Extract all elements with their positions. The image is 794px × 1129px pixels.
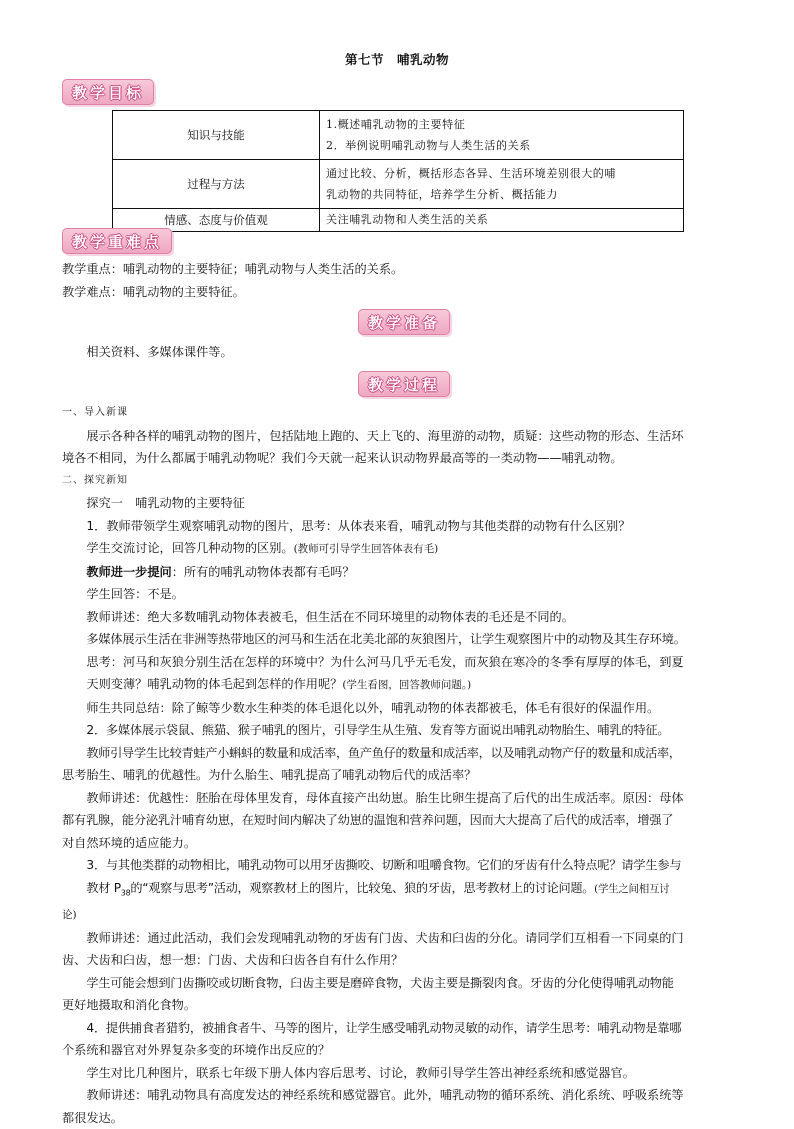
goal-line: 乳动物的共同特征，培养学生分析、概括能力 — [326, 188, 558, 201]
text-line: 3．与其他类群的动物相比，哺乳动物可以用牙齿撕咬、切断和咀嚼食物。它们的牙齿有什么特点呢？请学生参与 — [86, 858, 682, 872]
teacher-note: (学生之间相互讨 — [594, 882, 670, 895]
banner-teaching-process — [358, 371, 450, 397]
section-heading-explore: 二、探究新知 — [62, 474, 128, 486]
goal-line: 2．举例说明哺乳动物与人类生活的关系 — [326, 139, 531, 152]
page-subscript: 38 — [120, 887, 131, 897]
keypoints-section — [62, 258, 742, 303]
banner-label: 教学目标 — [72, 83, 145, 102]
text-line: 教师讲述：通过此活动，我们会发现哺乳动物的牙齿有门齿、犬齿和臼齿的分化。请同学们互相看一下同桌的门 — [86, 930, 684, 945]
text-line: 都有乳腺，能分泌乳汁哺育幼崽，在短时间内解决了幼崽的温饱和营养问题，因而大大提高了后代的成活率，增强了 — [62, 813, 674, 827]
table-cell-value — [320, 160, 684, 209]
table-cell-key: 情感、态度与价值观 — [113, 209, 320, 232]
text-line: 4．提供捕食者猎豹，被捕食者牛、马等的图片，让学生感受哺乳动物灵敏的动作，请学生思考：哺乳动物是靠哪 — [86, 1020, 682, 1035]
text-line: 境各不相同，为什么都属于哺乳动物呢？我们今天就一起来认识动物界最高等的一类动物——哺乳动物。 — [62, 451, 623, 465]
text-line: 学生对比几种图片，联系七年级下册人体内容后思考、讨论，教师引导学生答出神经系统和感觉器官。 — [86, 1065, 635, 1080]
text-line: 展示各种各样的哺乳动物的图片，包括陆地上跑的、天上飞的、海里游的动物，质疑：这些动物的形态、生活环 — [86, 428, 684, 443]
text-line — [62, 537, 742, 561]
table-cell-value — [320, 111, 684, 160]
text-line: 齿、犬齿和臼齿，想一想：门齿、犬齿和臼齿各自有什么作用？ — [62, 953, 404, 968]
table-cell-key: 过程与方法 — [113, 160, 320, 209]
text-line: 思考：河马和灰狼分别生活在怎样的环境中？为什么河马几乎无毛发，而灰狼在寒冷的冬季有厚厚的体毛，到夏 — [86, 654, 684, 669]
table-row — [113, 111, 684, 160]
section-heading-intro: 一、导入新课 — [62, 407, 128, 418]
banner-key-difficult-points — [62, 228, 172, 254]
text-line: 学生回答：不是。 — [86, 587, 184, 601]
text-line: 多媒体展示生活在非洲等热带地区的河马和生活在北美北部的灰狼图片，让学生观察图片中的动物及其生存环境。 — [86, 632, 686, 646]
text-line: 师生共同总结：除了鲸等少数水生种类的体毛退化以外，哺乳动物的体表都被毛，体毛有很好的保温作用。 — [86, 700, 660, 715]
text-line: 更好地摄取和消化食物。 — [62, 998, 197, 1013]
text-span: 教材 P — [86, 880, 121, 895]
text-line: 1．教师带领学生观察哺乳动物的图片，思考：从体表来看，哺乳动物与其他类群的动物有什么区别？ — [86, 518, 631, 533]
goal-line: 关注哺乳动物和人类生活的关系 — [326, 213, 489, 226]
goal-line: 通过比较、分析，概括形态各异、生活环境差别很大的哺 — [326, 167, 616, 180]
teaching-difficulty: 教学难点：哺乳动物的主要特征。 — [62, 284, 245, 299]
text-line: 思考胎生、哺乳的优越性。为什么胎生、哺乳提高了哺乳动物后代的成活率？ — [62, 768, 477, 782]
prep-line: 相关资料、多媒体课件等。 — [86, 345, 233, 359]
text-span: ：所有的哺乳动物体表都有毛吗？ — [171, 564, 355, 579]
text-line: 教师讲述：绝大多数哺乳动物体表被毛，但生活在不同环境里的动物体表的毛还是不同的。 — [86, 609, 574, 624]
table-row — [113, 209, 684, 232]
table-cell-key: 知识与技能 — [113, 111, 320, 160]
page-title: 第七节 哺乳动物 — [344, 52, 449, 67]
text-span: 天则变薄？哺乳动物的体毛起到怎样的作用呢？ — [86, 677, 343, 691]
text-line: 个系统和器官对外界复杂多变的环境作出反应的？ — [62, 1043, 331, 1058]
banner-label: 教学重难点 — [72, 232, 163, 251]
process-section — [62, 402, 742, 1129]
table-row — [113, 160, 684, 209]
explore-heading: 探究一 哺乳动物的主要特征 — [86, 496, 245, 510]
goal-line: 1.概述哺乳动物的主要特征 — [326, 118, 466, 131]
banner-label: 教学过程 — [368, 375, 441, 394]
teacher-note: (学生看图，回答教师问题。) — [342, 679, 472, 691]
text-line — [62, 561, 742, 584]
text-line: 学生可能会想到门齿撕咬或切断食物，臼齿主要是磨碎食物，犬齿主要是撕裂肉食。牙齿的分化使得哺乳动物能 — [86, 975, 674, 990]
text-line: 对自然环境的适应能力。 — [62, 835, 197, 850]
banner-label: 教学准备 — [368, 313, 441, 332]
text-line — [62, 877, 742, 905]
text-span: 的“观察与思考”活动，观察教材上的图片，比较兔、狼的牙齿，思考教材上的讨论问题。 — [130, 880, 595, 895]
text-line: 都很发达。 — [62, 1110, 123, 1125]
text-line: 论) — [62, 909, 77, 922]
teaching-focus: 教学重点：哺乳动物的主要特征；哺乳动物与人类生活的关系。 — [62, 262, 404, 276]
table-cell-value — [320, 209, 684, 232]
text-span: 教师进一步提问 — [86, 564, 172, 579]
banner-teaching-goals — [62, 79, 154, 105]
text-line: 教师引导学生比较青蛙产小蝌蚪的数量和成活率，鱼产鱼仔的数量和成活率，以及哺乳动物产仔的数量和成活率， — [86, 745, 681, 760]
goals-table — [112, 110, 684, 232]
text-line: 2．多媒体展示袋鼠、熊猫、猴子哺乳的图片，引导学生从生殖、发育等方面说出哺乳动物胎生、哺乳的特征。 — [86, 723, 670, 737]
text-line: 教师讲述：哺乳动物具有高度发达的神经系统和感觉器官。此外，哺乳动物的循环系统、消化系统、呼吸系统等 — [86, 1088, 684, 1103]
text-span: 学生交流讨论，回答几种动物的区别。 — [86, 541, 294, 555]
prep-text — [62, 341, 742, 364]
teacher-note: (教师可引导学生回答体表有毛) — [293, 543, 439, 555]
banner-teaching-prep — [358, 309, 450, 335]
text-line: 教师讲述：优越性：胚胎在母体里发育，母体直接产出幼崽。胎生比卵生提高了后代的出生成活率。原因：母体 — [86, 790, 684, 805]
text-line — [62, 673, 742, 697]
